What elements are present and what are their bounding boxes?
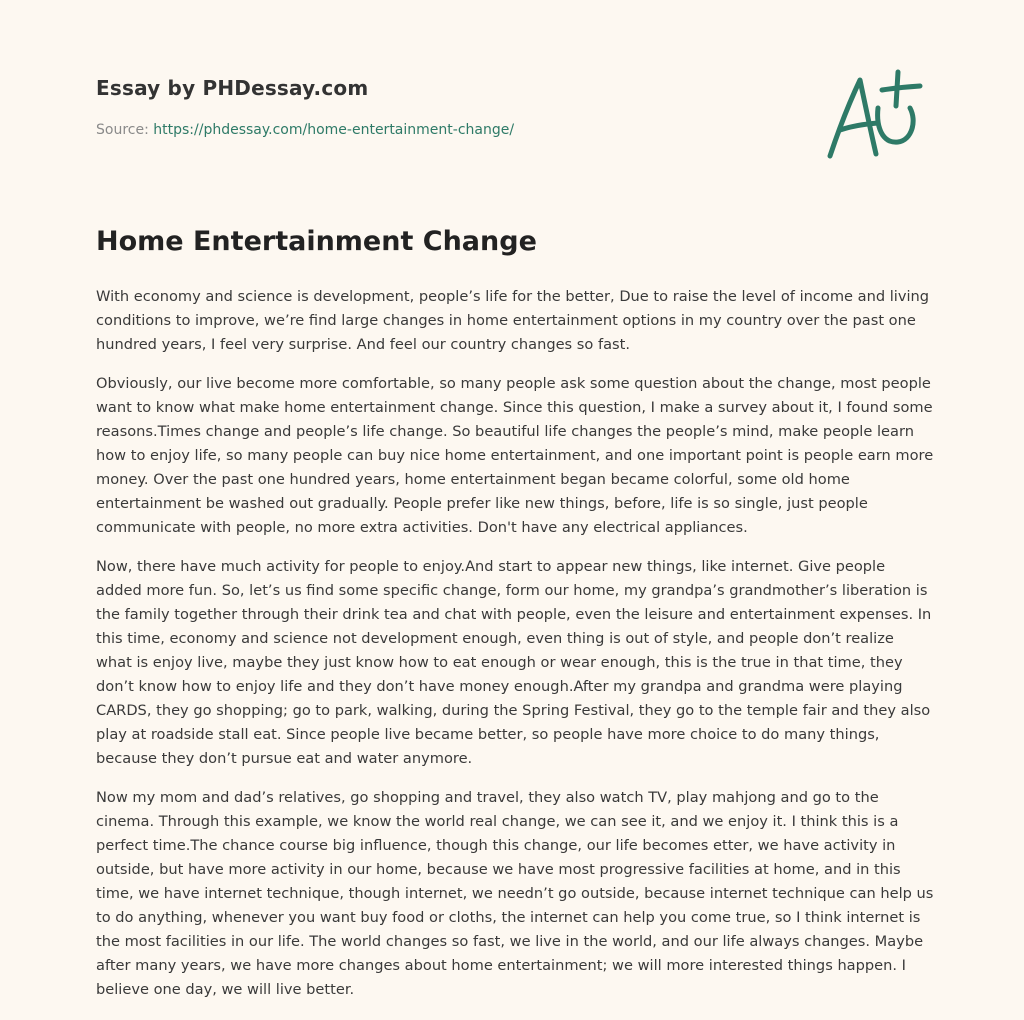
paragraph-3: Now, there have much activity for people to enjoy.And start to appear new things, like internet. Give people added more fun. So, let’s us find some specific change, form our home, my grandpa’s grandmother’s liberation is the family together through their drink tea and chat with people, even the leisure and entertainment expenses. In this time, economy and science not development enough, even thing is out of style, and people don’t realize what is enjoy live, maybe they just know how to eat enough or wear enough, this is the true in that time, they don’t know how to enjoy life and they don’t have money enough.After my grandpa and grandma were playing CARDS, they go shopping; go to park, walking, during the Spring Festival, they go to the temple fair and they also play at roadside stall eat. Since people live became better, so people have more choice to do many things, because they don’t pursue eat and water anymore. (96, 558, 932, 767)
paragraph-4: Now my mom and dad’s relatives, go shopping and travel, they also watch TV, play mahjong and go to the cinema. Through this example, we know the world real change, we can see it, and we enjoy it. I think this is a perfect time.The chance course big influence, though this change, our life becomes etter, we have activity in outside, but have more activity in our home, because we have most progressive facilities at home, and in this time, we have internet technique, though internet, we needn’t go outside, because internet technique can help us to do anything, whenever you want buy food or cloths, the internet can help you come true, so I think internet is the most facilities in our life. The world changes so fast, we live in the world, and our life always changes. Maybe after many years, we have more changes about home entertainment; we will more interested things happen. I believe one day, we will live better. (96, 789, 934, 998)
source-line (96, 122, 796, 138)
essay-body (96, 285, 934, 1017)
site-title: Essay by PHDessay.com (96, 76, 369, 100)
page-title: Home Entertainment Change (96, 226, 537, 257)
source-link[interactable]: https://phdessay.com/home-entertainment-change/ (153, 122, 515, 138)
paragraph-1: With economy and science is development, people’s life for the better, Due to raise the level of income and living conditions to improve, we’re find large changes in home entertainment options in my country over the past one hundred years, I feel very surprise. And feel our country changes so fast. (96, 288, 930, 353)
page-header (96, 76, 796, 138)
source-label: Source: (96, 122, 149, 138)
paragraph-2: Obviously, our live become more comfortable, so many people ask some question about the change, most people want to know what make home entertainment change. Since this question, I make a survey about it, I found some reasons.Times change and people’s life change. So beautiful life changes the people’s mind, make people learn how to enjoy life, so many people can buy nice home entertainment, and one important point is people earn more money. Over the past one hundred years, home entertainment began became colorful, some old home entertainment be washed out gradually. People prefer like new things, before, life is so single, just people communicate with people, no more extra activities. Don't have any electrical appliances. (96, 375, 934, 536)
a-plus-logo-icon (820, 66, 930, 166)
